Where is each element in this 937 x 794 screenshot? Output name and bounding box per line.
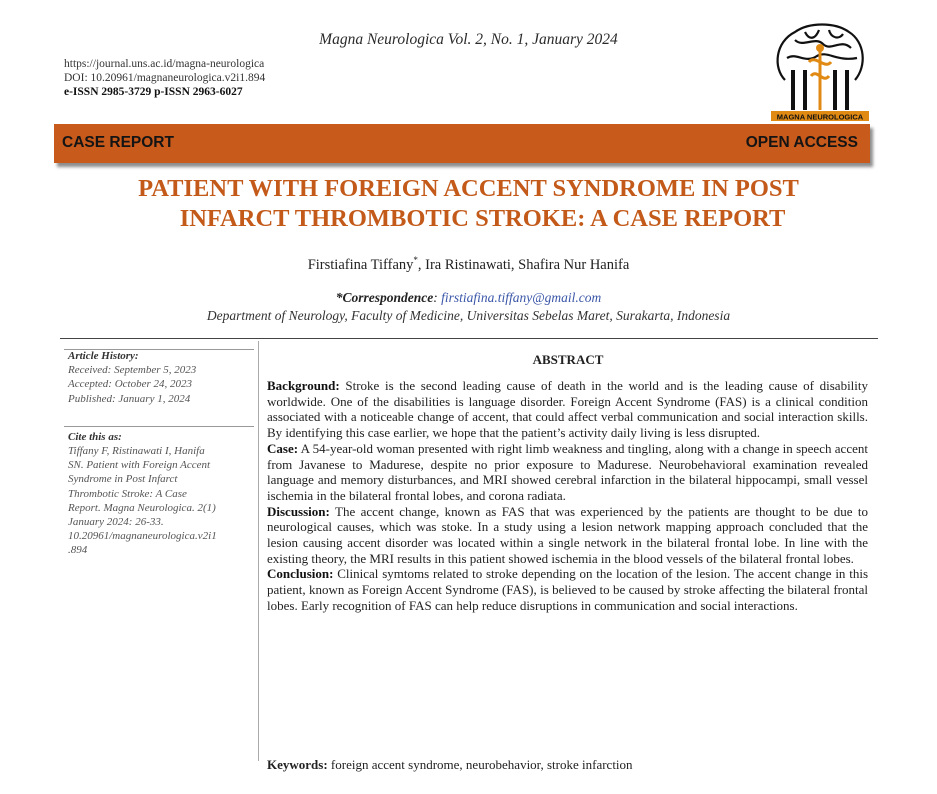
received-date: Received: September 5, 2023 [68,364,197,377]
open-access-label: OPEN ACCESS [745,134,858,151]
keywords-text: foreign accent syndrome, neurobehavior, stroke infarction [330,757,633,772]
cite-line: Thrombotic Stroke: A Case [68,487,187,500]
background-text: Stroke is the second leading cause of death in the world and is the leading cause of disability worldwide. One of the disabilities is language disorder. Foreign Accent Syndrome (FAS) is a clinical condition associated with a noticeable change of accent, that could affect verbal communication and social interaction skills. By identifying this case earlier, we hope that the patient’s activity daily living is less disrupted. [267,378,869,441]
correspondence: *Correspondence: firstiafina.tiffany@gmail.com [335,290,602,305]
case-label: Case: [267,440,299,456]
conclusion-label: Conclusion: [267,566,334,582]
abstract-background [267,378,868,441]
corresponding-mark: * [413,255,418,265]
history-title: Article History: [68,350,139,362]
keywords [267,757,868,773]
article-title [0,174,937,234]
cite-title: Cite this as: [68,430,122,443]
column-divider [258,341,259,761]
abstract-case [267,441,868,504]
cite-line: Tiffany F, Ristinawati I, Hanifa [68,445,205,458]
author-list [0,255,937,274]
published-date: Published: January 1, 2024 [68,392,191,405]
abstract-body [267,378,868,614]
case-text: A 54-year-old woman presented with right limb weakness and tingling, along with a change in speech accent from Javanese to Madurese, despite no prior exposure to Madurese. Neurobehavioral examination revealed language and memory disturbances, and MRI showed cerebral infarction in the bilateral hippocampi, small vessel ischemia in the bilateral frontal lobes, and corona radiata. [267,440,868,503]
article-meta [64,57,265,99]
keywords-label: Keywords: [267,757,328,772]
doi[interactable]: DOI: 10.20961/magnaneurologica.v2i1.894 [64,72,266,84]
accepted-date: Accepted: October 24, 2023 [68,378,193,391]
title-line-1: PATIENT WITH FOREIGN ACCENT SYNDROME IN POST [138,175,799,202]
logo-text: MAGNA NEUROLOGICA [776,112,864,122]
issn: e-ISSN 2985-3729 p-ISSN 2963-6027 [64,86,243,98]
background-label: Background: [267,378,340,393]
article-type-banner [54,124,870,163]
cite-line: .894 [68,544,88,557]
author-first: Firstiafina Tiffany [307,256,414,273]
article-sidebar [68,349,244,558]
abstract-discussion [267,504,868,567]
journal-url[interactable]: https://journal.uns.ac.id/magna-neurologica [64,58,265,70]
case-report-label: CASE REPORT [62,134,174,151]
cite-line: January 2024: 26-33. [68,516,164,529]
affiliation: Department of Neurology, Faculty of Medicine, Universitas Sebelas Maret, Surakarta, Indonesia [206,308,731,323]
title-line-2: INFARCT THROMBOTIC STROKE: A CASE REPORT [179,205,786,232]
header-divider [60,338,878,339]
cite-line: Report. Magna Neurologica. 2(1) [68,501,216,514]
journal-logo [765,18,875,122]
correspondence-email[interactable]: firstiafina.tiffany@gmail.com [441,290,602,305]
author-rest: , Ira Ristinawati, Shafira Nur Hanifa [417,256,630,273]
discussion-text: The accent change, known as FAS that was experienced by the patients are thought to be due to neurological causes, which was stoke. In a study using a lesion network mapping approach concluded that the lesion causing accent disorder was located within a single network in the bilateral frontal lobe. In line with the existing theory, the MRI results in this patient showed ischemia in the blood vessels of the bilateral frontal lobes. [267,503,868,566]
cite-line: SN. Patient with Foreign Accent [68,459,211,472]
correspondence-label: *Correspondence [335,290,434,305]
conclusion-text: Clinical symtoms related to stroke depending on the location of the lesion. The accent change in this patient, known as Foreign Accent Syndrome (FAS), is believed to be caused by stroke affecting the bilateral frontal lobes. Early recognition of FAS can help reduce disruptions in communication and social interactions. [267,566,869,613]
abstract-conclusion [267,566,868,613]
cite-line: Syndrome in Post Infarct [68,473,178,486]
abstract-heading: ABSTRACT [532,352,604,367]
journal-line: Magna Neurologica Vol. 2, No. 1, January 2024 [319,31,618,48]
discussion-label: Discussion: [267,503,330,519]
cite-line: 10.20961/magnaneurologica.v2i1 [68,530,217,543]
